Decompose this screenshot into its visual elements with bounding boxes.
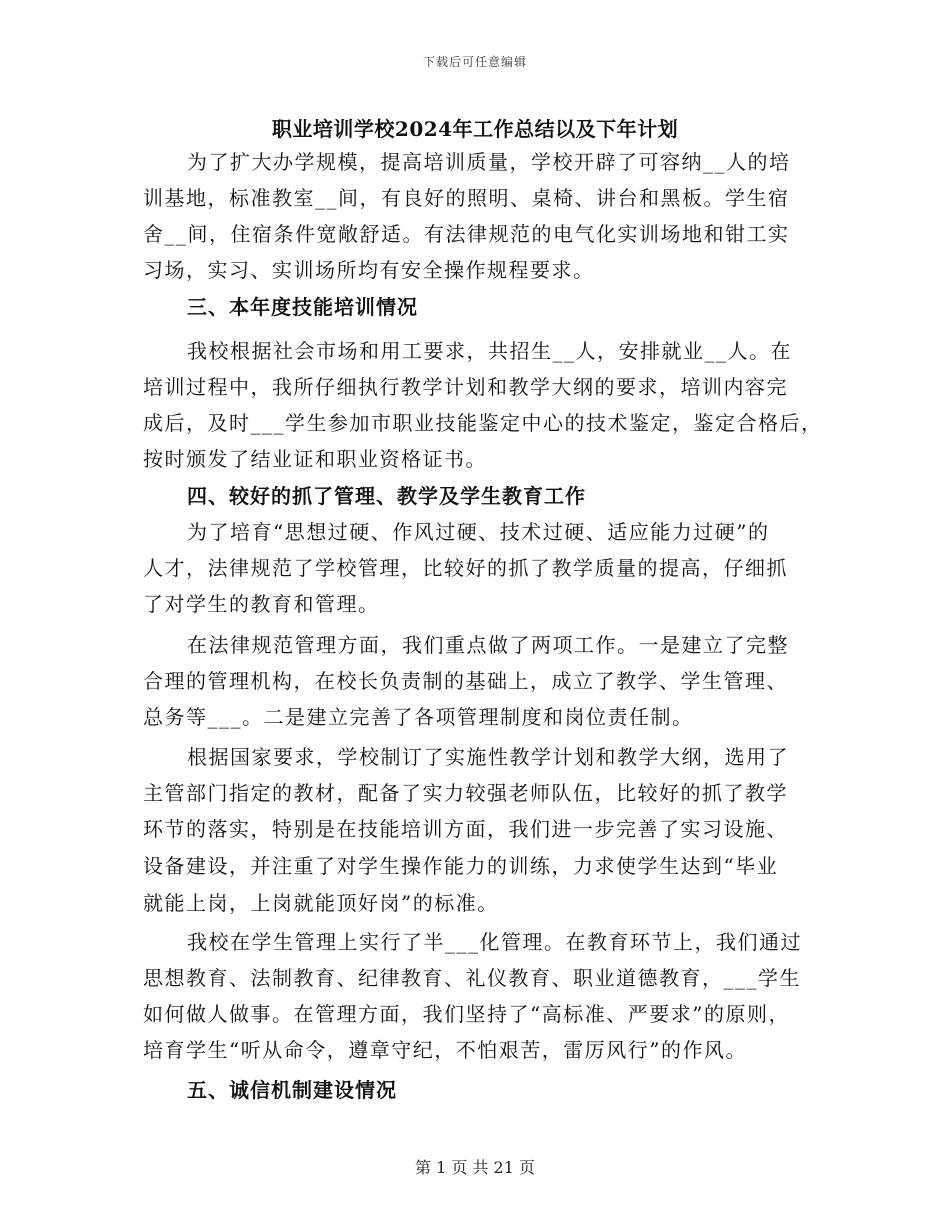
paragraph-line: 合理的管理机构，在校长负责制的基础上，成立了教学、学生管理、 [143,669,788,693]
page-number: 第 1 页 共 21 页 [415,1158,535,1177]
paragraph-line: 设备建设，并注重了对学生操作能力的训练，力求使学生达到“毕业 [143,854,779,878]
paragraph-line: 环节的落实，特别是在技能培训方面，我们进一步完善了实习设施、 [143,817,788,841]
paragraph-line: 总务等___。二是建立完善了各项管理制度和岗位责任制。 [143,705,694,729]
paragraph-line: 成后，及时___学生参加市职业技能鉴定中心的技术鉴定，鉴定合格后， [143,411,823,435]
paragraph-line: 舍__间，住宿条件宽敞舒适。有法律规范的电气化实训场地和钳工实 [143,222,790,246]
paragraph-line: 我校根据社会市场和用工要求，共招生__人，安排就业__人。在 [187,339,792,363]
paragraph-line: 在法律规范管理方面，我们重点做了两项工作。一是建立了完整 [187,633,789,657]
paragraph-line: 思想教育、法制教育、纪律教育、礼仪教育、职业道德教育，___学生 [143,966,801,990]
paragraph-line: 根据国家要求，学校制订了实施性教学计划和教学大纲，选用了 [187,745,789,769]
paragraph-line: 了对学生的教育和管理。 [143,592,380,616]
paragraph-line: 如何做人做事。在管理方面，我们坚持了“高标准、严要求”的原则， [143,1002,790,1026]
section-heading: 五、诚信机制建设情况 [187,1078,397,1102]
paragraph-line: 我校在学生管理上实行了半___化管理。在教育环节上，我们通过 [187,930,802,954]
paragraph-line: 主管部门指定的教材，配备了实力较强老师队伍，比较好的抓了教学 [143,781,788,805]
header-note: 下载后可任意编辑 [422,55,527,69]
paragraph-line: 培训过程中，我所仔细执行教学计划和教学大纲的要求，培训内容完 [143,375,788,399]
section-heading: 三、本年度技能培训情况 [187,295,418,319]
paragraph-line: 习场，实习、实训场所均有安全操作规程要求。 [143,258,595,282]
paragraph-line: 就能上岗，上岗就能顶好岗”的标准。 [143,891,499,915]
paragraph-line: 训基地，标准教室__间，有良好的照明、桌椅、讲台和黑板。学生宿 [143,186,790,210]
paragraph-line: 按时颁发了结业证和职业资格证书。 [143,447,487,471]
section-heading: 四、较好的抓了管理、教学及学生教育工作 [187,484,586,508]
paragraph-line: 为了扩大办学规模，提高培训质量，学校开辟了可容纳__人的培 [187,150,791,174]
document-title: 职业培训学校2024年工作总结以及下年计划 [271,117,679,141]
paragraph-line: 培育学生“听从命令，遵章守纪，不怕艰苦，雷厉风行”的作风。 [143,1038,747,1062]
paragraph-line: 为了培育“思想过硬、作风过硬、技术过硬、适应能力过硬”的 [187,520,770,544]
paragraph-line: 人才，法律规范了学校管理，比较好的抓了教学质量的提高，仔细抓 [143,556,788,580]
